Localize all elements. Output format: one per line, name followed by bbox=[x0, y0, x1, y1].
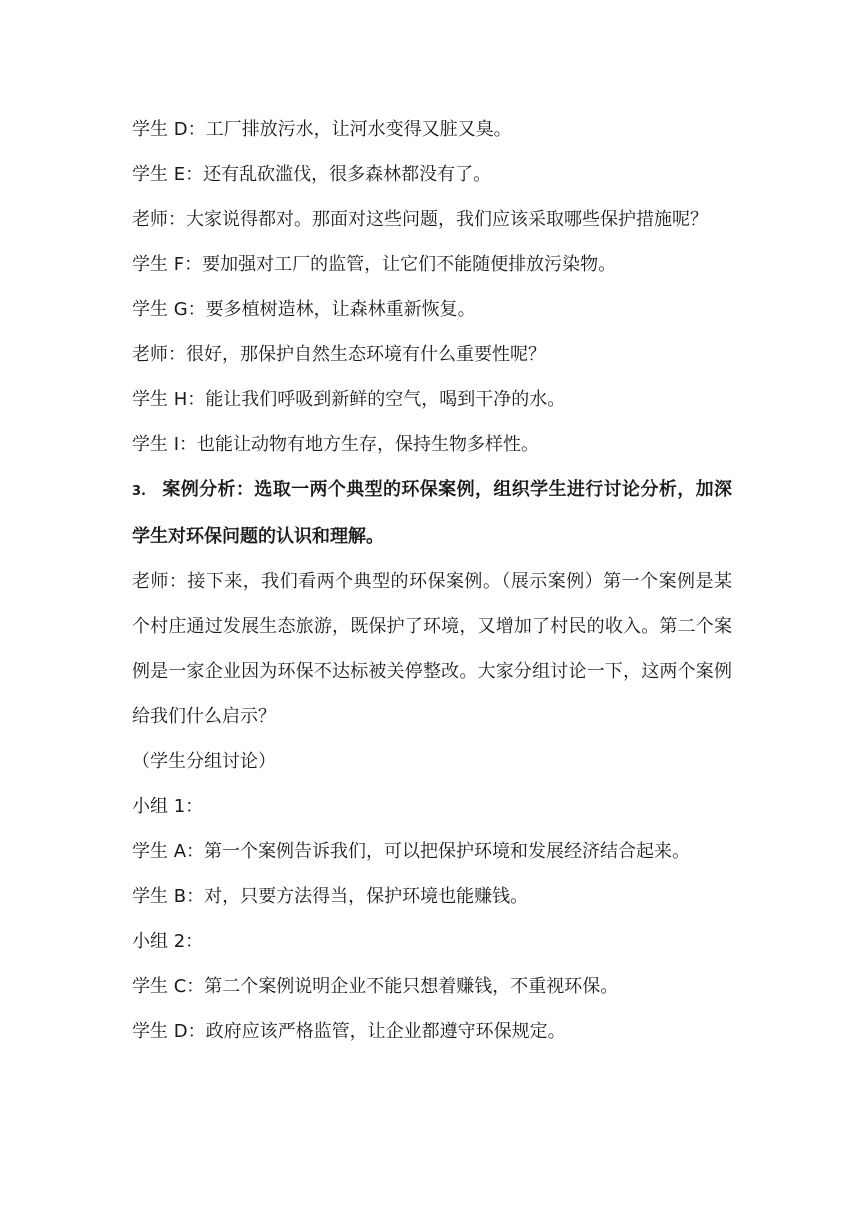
group-label: 小组 1： bbox=[132, 796, 204, 817]
section-heading-text: 案例分析：选取一两个典型的环保案例，组织学生进行讨论分析，加深学生对环保问题的认识和理解。 bbox=[132, 479, 732, 547]
dialogue-line: 学生 B：对，只要方法得当，保护环境也能赚钱。 bbox=[132, 886, 529, 907]
document-body bbox=[132, 107, 732, 1054]
dialogue-line: 学生 D：工厂排放污水，让河水变得又脏又臭。 bbox=[132, 119, 512, 140]
dialogue-line: 老师：大家说得都对。那面对这些问题，我们应该采取哪些保护措施呢？ bbox=[132, 209, 708, 230]
dialogue-line: 老师：接下来，我们看两个典型的环保案例。（展示案例）第一个案例是某个村庄通过发展生态旅游，既保护了环境，又增加了村民的收入。第二个案例是一家企业因为环保不达标被关停整改。大家分组讨论一下，这两个案例给我们什么启示？ bbox=[132, 571, 732, 727]
dialogue-line: 学生 A：第一个案例告诉我们，可以把保护环境和发展经济结合起来。 bbox=[132, 841, 691, 862]
dialogue-line: 学生 I：也能让动物有地方生存，保持生物多样性。 bbox=[132, 434, 540, 455]
dialogue-line: 学生 F：要加强对工厂的监管，让它们不能随便排放污染物。 bbox=[132, 254, 617, 275]
dialogue-line: 学生 G：要多植树造林，让森林重新恢复。 bbox=[132, 299, 476, 320]
section-number: 3. bbox=[132, 484, 146, 499]
stage-direction: （学生分组讨论） bbox=[132, 751, 276, 772]
dialogue-line: 学生 D：政府应该严格监管，让企业都遵守环保规定。 bbox=[132, 1021, 566, 1042]
dialogue-line: 学生 C：第二个案例说明企业不能只想着赚钱，不重视环保。 bbox=[132, 976, 619, 997]
dialogue-line: 学生 E：还有乱砍滥伐，很多森林都没有了。 bbox=[132, 164, 492, 185]
dialogue-line: 老师：很好，那保护自然生态环境有什么重要性呢？ bbox=[132, 344, 546, 365]
group-label: 小组 2： bbox=[132, 931, 204, 952]
dialogue-line: 学生 H：能让我们呼吸到新鲜的空气，喝到干净的水。 bbox=[132, 389, 566, 410]
section-heading bbox=[132, 467, 732, 559]
